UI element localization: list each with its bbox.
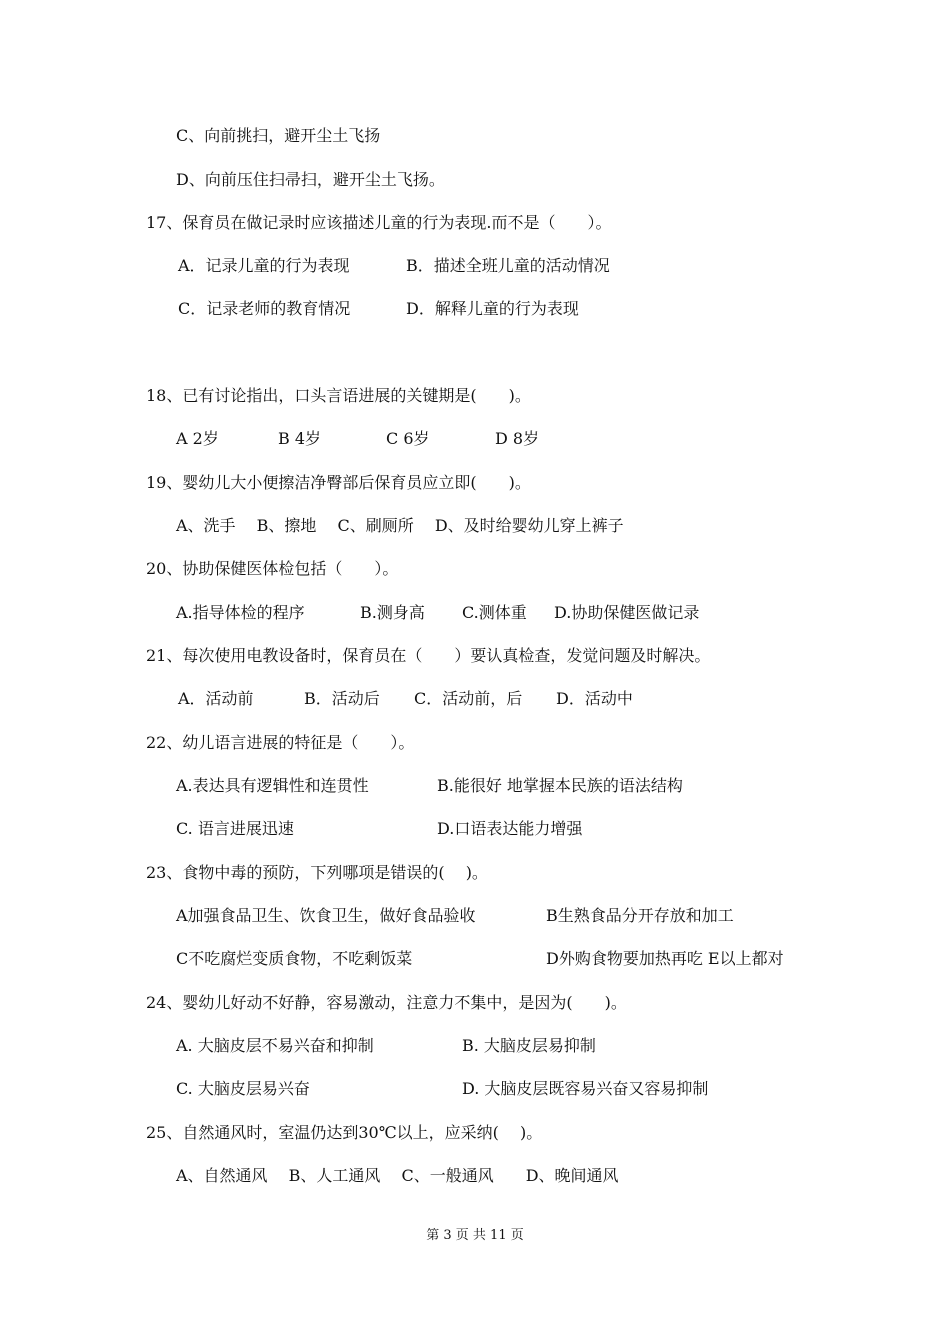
option-text: D.口语表达能力增强 — [437, 819, 583, 838]
option-text: A.指导体检的程序 — [176, 603, 305, 622]
option-text: B生熟食品分开存放和加工 — [546, 906, 734, 925]
option-text: C．记录老师的教育情况 — [178, 299, 351, 318]
option-text: D外购食物要加热再吃 E以上都对 — [546, 949, 784, 968]
option-text: C 6岁 — [386, 429, 430, 448]
page-number: 第 3 页 共 11 页 — [426, 1228, 524, 1243]
option-text: A 2岁 — [176, 429, 219, 448]
question-text: 24、婴幼儿好动不好静，容易激动，注意力不集中，是因为( )。 — [146, 993, 627, 1012]
option-text: B.测身高 — [360, 603, 425, 622]
option-text: B．活动后 — [304, 689, 380, 708]
option-text: A. 大脑皮层不易兴奋和抑制 — [176, 1036, 374, 1055]
option-text: C. 语言进展迅速 — [176, 819, 294, 838]
option-text: D. 大脑皮层既容易兴奋又容易抑制 — [462, 1079, 709, 1098]
question-text: 22、幼儿语言进展的特征是（ ）。 — [146, 733, 415, 752]
option-text: C.测体重 — [462, 603, 527, 622]
question-text: 25、自然通风时，室温仍达到30℃以上，应采纳( )。 — [146, 1123, 543, 1142]
option-text: B.能很好 地掌握本民族的语法结构 — [437, 776, 683, 795]
option-text: A、洗手 B、擦地 C、刷厕所 D、及时给婴幼儿穿上裤子 — [176, 516, 624, 535]
option-text: C不吃腐烂变质食物，不吃剩饭菜 — [176, 949, 413, 968]
option-text: B．描述全班儿童的活动情况 — [406, 256, 610, 275]
question-text: 18、已有讨论指出，口头言语进展的关键期是( )。 — [146, 386, 531, 405]
option-text: A加强食品卫生、饮食卫生，做好食品验收 — [176, 906, 476, 925]
option-text: D 8岁 — [495, 429, 540, 448]
question-text: 20、协助保健医体检包括（ ）。 — [146, 559, 399, 578]
option-text: A．记录儿童的行为表现 — [178, 256, 350, 275]
option-text: A．活动前 — [178, 689, 254, 708]
option-text: C．活动前，后 — [414, 689, 523, 708]
option-text: B 4岁 — [278, 429, 322, 448]
option-text: C、向前挑扫，避开尘土飞扬 — [176, 126, 381, 145]
option-text: A.表达具有逻辑性和连贯性 — [176, 776, 369, 795]
question-text: 21、每次使用电教设备时，保育员在（ ）要认真检查，发觉问题及时解决。 — [146, 646, 711, 665]
option-text: B. 大脑皮层易抑制 — [462, 1036, 596, 1055]
option-text: D．解释儿童的行为表现 — [406, 299, 579, 318]
option-text: D、向前压住扫帚扫，避开尘土飞扬。 — [176, 170, 445, 189]
question-text: 17、保育员在做记录时应该描述儿童的行为表现.而不是（ ）。 — [146, 213, 612, 232]
option-text: D．活动中 — [556, 689, 633, 708]
question-text: 23、食物中毒的预防，下列哪项是错误的( )。 — [146, 863, 488, 882]
option-text: D.协助保健医做记录 — [554, 603, 700, 622]
question-text: 19、婴幼儿大小便擦洁净臀部后保育员应立即( )。 — [146, 473, 531, 492]
option-text: A、自然通风 B、人工通风 C、一般通风 D、晚间通风 — [176, 1166, 619, 1185]
option-text: C. 大脑皮层易兴奋 — [176, 1079, 310, 1098]
